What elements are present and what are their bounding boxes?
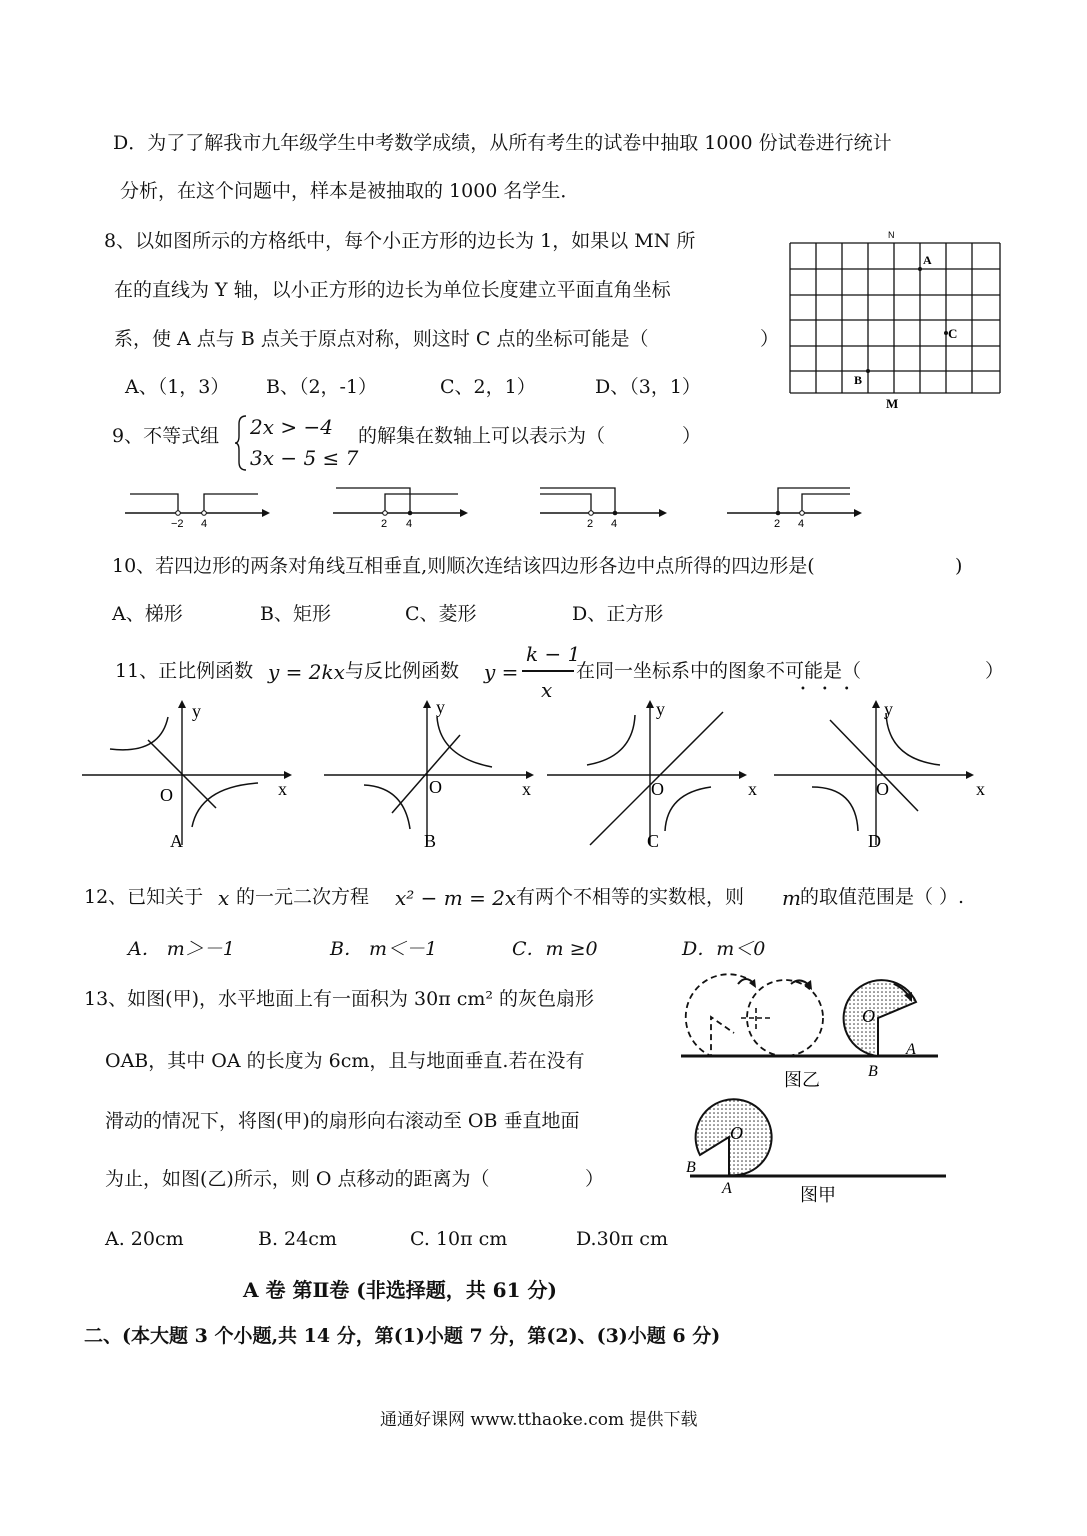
q11-graph-c	[545, 695, 770, 855]
q13-paren-close: ）	[585, 1168, 605, 1190]
q11-fraction-bar	[522, 670, 574, 672]
numberline-c-right-tick: 4	[611, 518, 618, 530]
graph-a-label: A	[170, 831, 183, 851]
q9-numberline-d	[722, 480, 872, 530]
q13-stem-line1: 13、如图(甲)，水平地面上有一面积为 30π cm² 的灰色扇形	[84, 988, 595, 1010]
graph-d-label: D	[868, 831, 881, 851]
graph-c-origin: O	[651, 779, 664, 799]
numberline-b-left-tick: 2	[381, 518, 388, 530]
q11-mid: 与反比例函数	[345, 660, 460, 682]
q10-option-d: D、正方形	[572, 603, 664, 625]
q9-brace-icon	[234, 414, 248, 472]
numberline-d-right-tick: 4	[798, 518, 805, 530]
fig-yi-o-label: O	[862, 1006, 875, 1026]
graph-b-origin: O	[429, 777, 442, 797]
q8-stem-line1: 8、以如图所示的方格纸中，每个小正方形的边长为 1，如果以 MN 所	[104, 230, 696, 252]
q7-option-d-line1: D．为了了解我市九年级学生中考数学成绩，从所有考生的试卷中抽取 1000 份试卷进行统计	[113, 132, 892, 154]
part2-heading: 二、(本大题 3 个小题,共 14 分，第(1)小题 7 分，第(2)、(3)小题 6 分)	[84, 1325, 721, 1347]
q12-part3: 有两个不相等的实数根，则	[516, 886, 745, 908]
fig-jia-o-label: O	[730, 1123, 743, 1143]
q13-option-d: D.30π cm	[576, 1228, 668, 1250]
footer: 通通好课网 www.tthaoke.com 提供下载	[380, 1410, 698, 1430]
q12-option-b: B． m＜－1	[330, 938, 438, 960]
q11-suffix: 在同一坐标系中的图象不可能是（	[576, 660, 862, 682]
fig-yi-b-label: B	[868, 1063, 878, 1080]
q8-option-b: B、（2，-1）	[266, 376, 378, 398]
grid-label-c: C	[948, 326, 958, 341]
q11-inverse-lhs: y =	[484, 660, 519, 684]
q10-paren-close: )	[955, 555, 963, 577]
fig-jia-caption: 图甲	[800, 1185, 836, 1205]
q9-prefix: 9、不等式组	[112, 425, 220, 447]
q8-option-d: D、（3，1）	[595, 376, 701, 398]
q8-stem-line2: 在的直线为 Y 轴，以小正方形的边长为单位长度建立平面直角坐标	[114, 279, 671, 301]
graph-b-y-label: y	[436, 697, 445, 717]
graph-b-label: B	[424, 831, 437, 851]
emphasis-dots: •••	[800, 684, 866, 695]
q13-stem-line4: 为止，如图(乙)所示，则 O 点移动的距离为（	[105, 1168, 490, 1190]
q9-numberline-b	[328, 480, 478, 530]
fig-yi-caption: 图乙	[784, 1070, 820, 1090]
q8-option-a: A、（1，3）	[125, 376, 230, 398]
section-title: A 卷 第Ⅱ卷 (非选择题，共 61 分)	[243, 1278, 557, 1302]
q12-option-c: C．m ≥0	[512, 938, 598, 960]
graph-b-x-label: x	[522, 779, 531, 799]
q11-graph-d	[772, 695, 992, 855]
grid-label-a: A	[923, 253, 932, 267]
graph-d-x-label: x	[976, 779, 985, 799]
q9-inequality-1: 2x > −4	[250, 415, 333, 439]
q13-option-c: C. 10π cm	[410, 1228, 508, 1250]
q12-part4: 的取值范围是（ ）.	[800, 886, 965, 908]
q10-option-b: B、矩形	[260, 603, 331, 625]
numberline-c-left-tick: 2	[587, 518, 594, 530]
q12-equation: x² − m = 2x	[395, 886, 517, 910]
q12-option-a: A． m＞－1	[128, 938, 235, 960]
q13-option-a: A. 20cm	[105, 1228, 184, 1250]
q9-numberline-a	[120, 480, 280, 530]
graph-a-y-label: y	[192, 701, 201, 721]
q13-figure-jia	[680, 1095, 950, 1215]
graph-c-x-label: x	[748, 779, 757, 799]
fig-yi-a-label: A	[906, 1041, 916, 1058]
q11-paren-close: ）	[985, 660, 1005, 682]
q10-option-c: C、菱形	[405, 603, 477, 625]
q13-option-b: B. 24cm	[258, 1228, 337, 1250]
q10-option-a: A、梯形	[112, 603, 183, 625]
q8-stem-line3: 系，使 A 点与 B 点关于原点对称，则这时 C 点的坐标可能是（	[114, 328, 649, 350]
fig-jia-a-label: A	[722, 1180, 732, 1197]
fig-jia-b-label: B	[686, 1159, 696, 1176]
q12-part2: 的一元二次方程	[236, 886, 370, 908]
q11-inverse-numerator: k − 1	[526, 642, 581, 666]
numberline-b-right-tick: 4	[406, 518, 413, 530]
graph-a-origin: O	[160, 785, 173, 805]
q11-direct-function: y = 2kx	[268, 660, 345, 684]
q8-grid-figure	[780, 228, 1010, 413]
q13-stem-line2: OAB，其中 OA 的长度为 6cm，且与地面垂直.若在没有	[105, 1050, 585, 1072]
q10-stem: 10、若四边形的两条对角线互相垂直,则顺次连结该四边形各边中点所得的四边形是(	[112, 555, 815, 577]
numberline-a-right-tick: 4	[201, 518, 208, 530]
q9-suffix: 的解集在数轴上可以表示为（	[358, 425, 606, 447]
graph-d-origin: O	[876, 779, 889, 799]
graph-c-y-label: y	[656, 699, 665, 719]
q11-prefix: 11、正比例函数	[115, 660, 254, 682]
q9-paren-close: ）	[682, 425, 702, 447]
graph-a-x-label: x	[278, 779, 287, 799]
graph-c-label: C	[647, 831, 660, 851]
grid-label-m: M	[886, 396, 899, 411]
q8-paren-close: ）	[760, 328, 780, 350]
grid-label-n: N	[888, 230, 895, 240]
q9-numberline-c	[535, 480, 685, 530]
numberline-d-left-tick: 2	[774, 518, 781, 530]
q7-option-d-line2: 分析，在这个问题中，样本是被抽取的 1000 名学生．	[120, 180, 580, 202]
q8-option-c: C、2，1）	[440, 376, 536, 398]
q11-graph-a	[80, 695, 300, 855]
numberline-a-left-tick: −2	[171, 518, 184, 530]
q12-part1: 12、已知关于	[84, 886, 204, 908]
q12-var-m: m	[782, 886, 801, 910]
grid-label-b: B	[854, 373, 863, 387]
graph-d-y-label: y	[884, 699, 893, 719]
q11-inverse-denominator: x	[541, 678, 553, 702]
q12-option-d: D．m＜0	[682, 938, 766, 960]
q11-graph-b	[322, 695, 542, 855]
q12-var-x: x	[218, 886, 230, 910]
q9-inequality-2: 3x − 5 ≤ 7	[250, 446, 359, 470]
q13-stem-line3: 滑动的情况下，将图(甲)的扇形向右滚动至 OB 垂直地面	[105, 1110, 580, 1132]
q13-figure-yi	[676, 970, 944, 1095]
